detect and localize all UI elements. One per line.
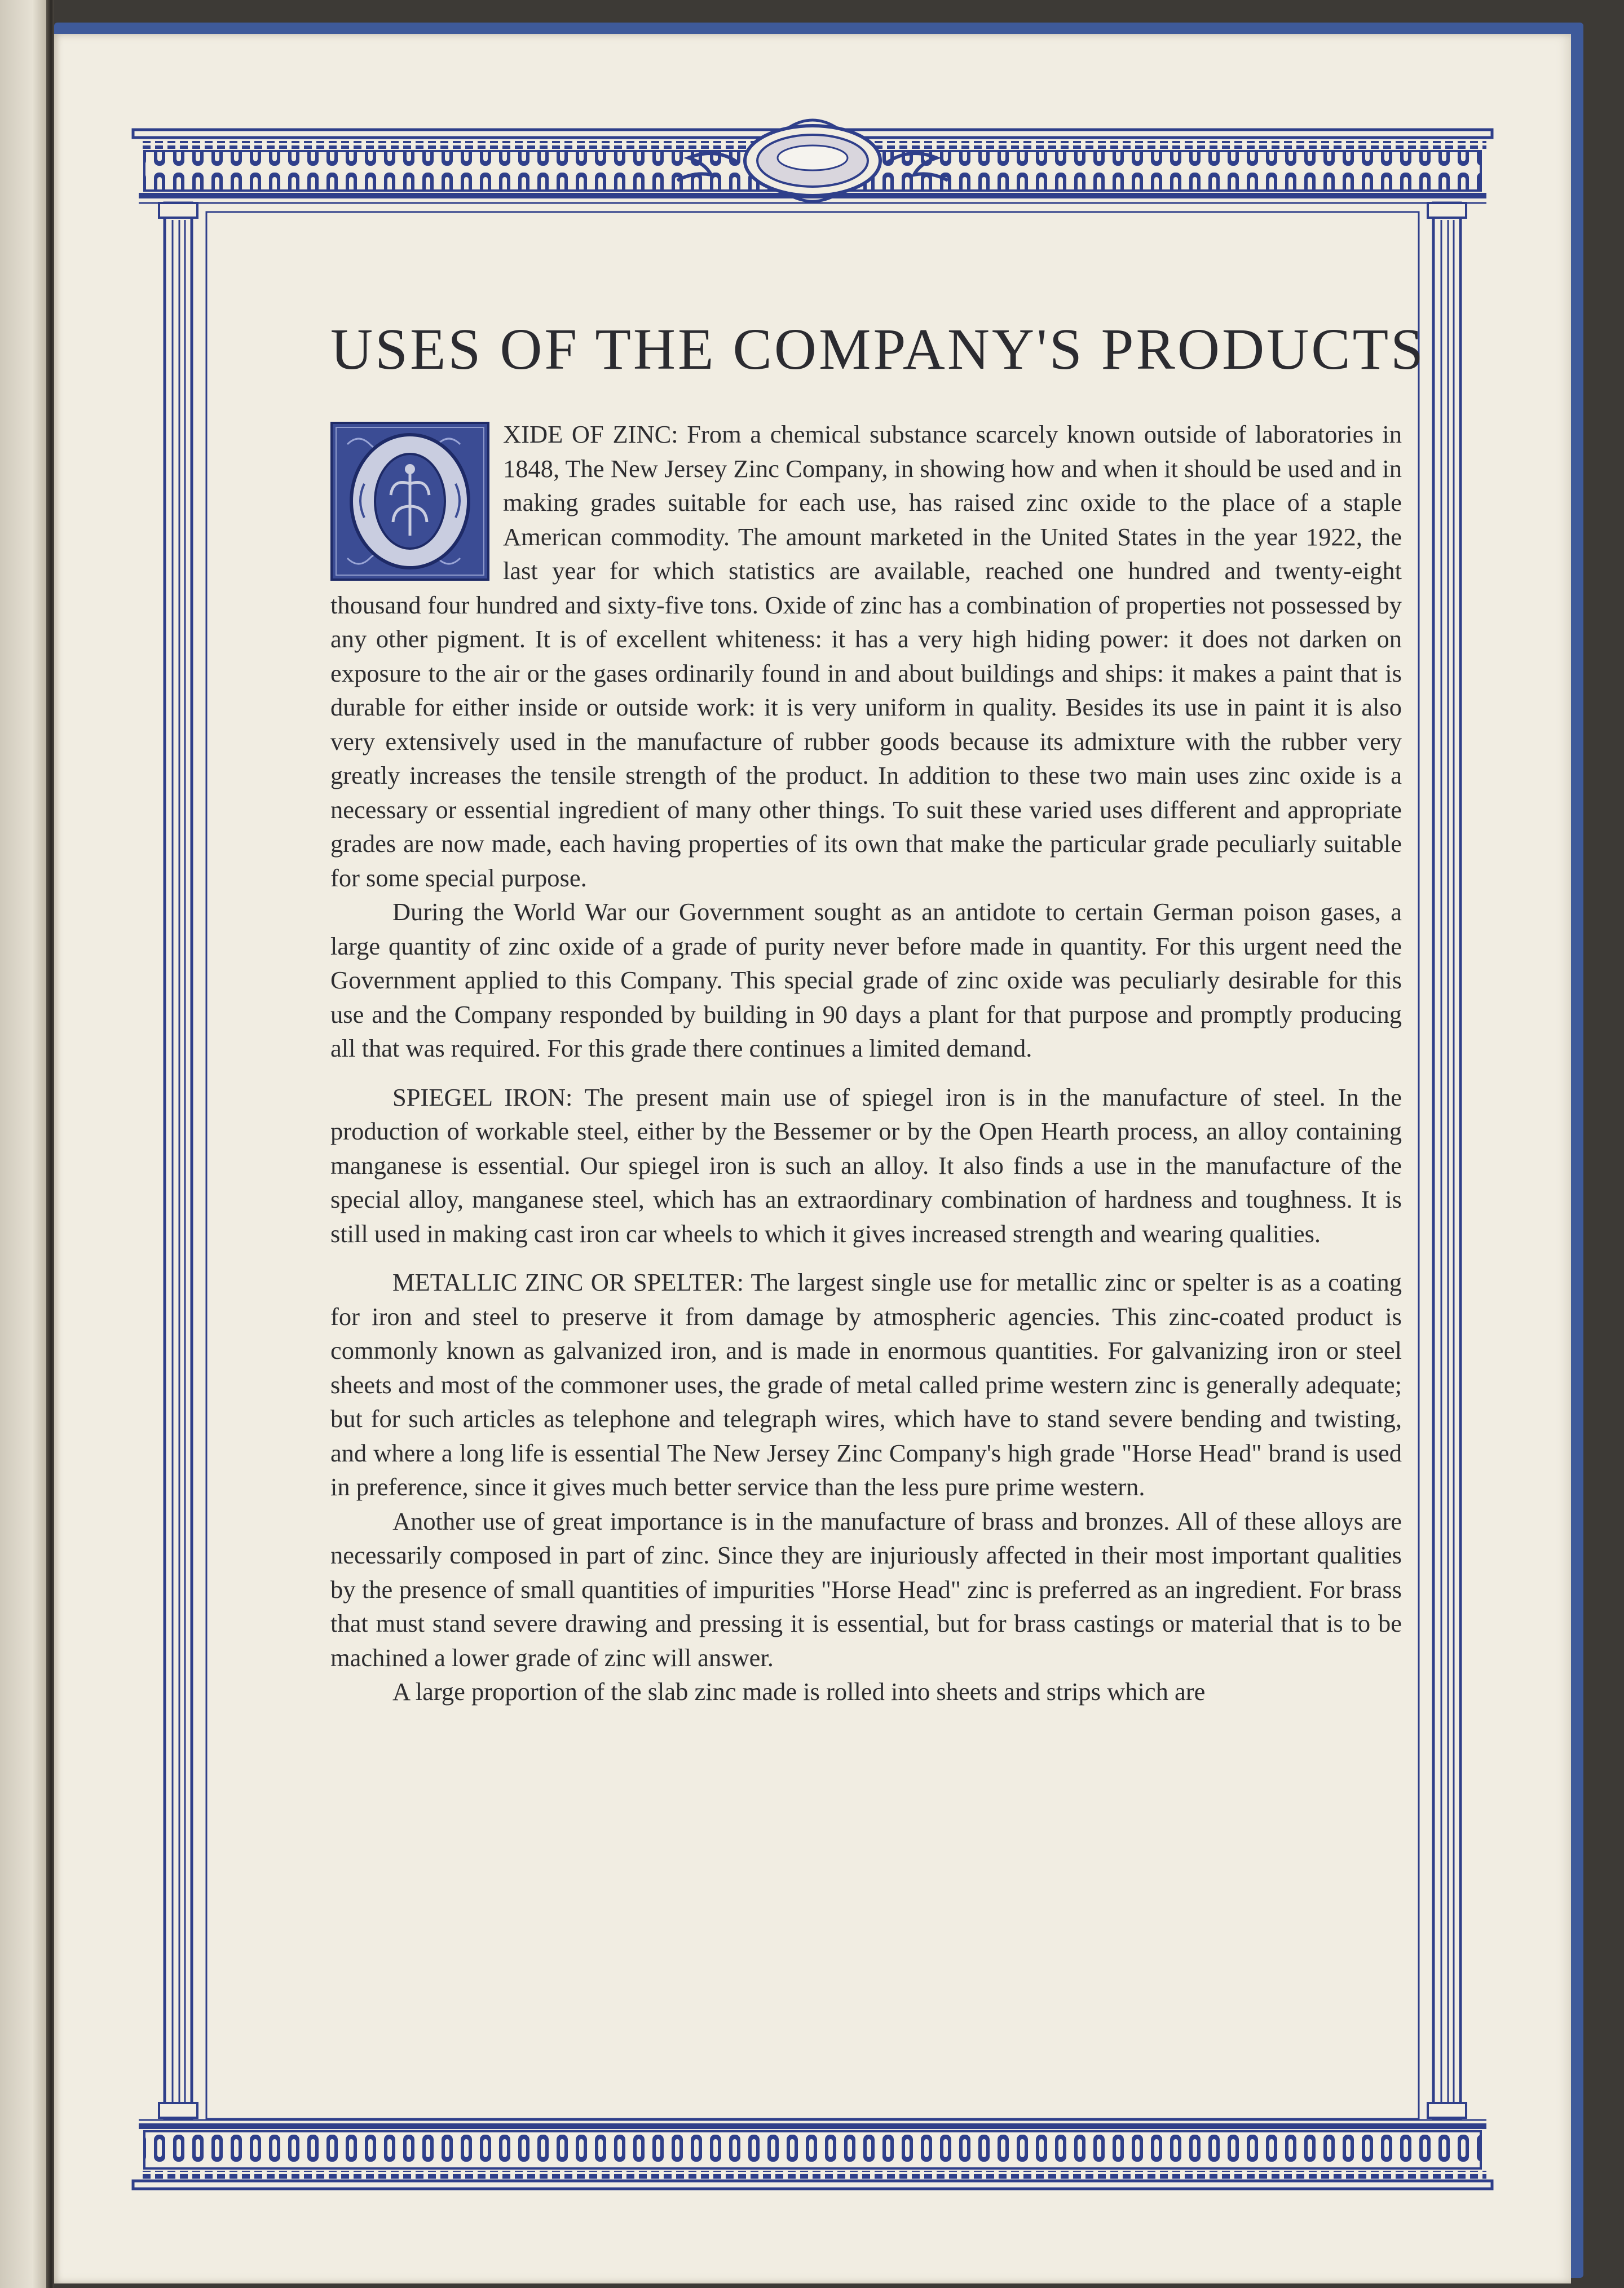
book-gutter: [46, 0, 54, 2288]
illuminated-initial: [330, 422, 489, 581]
ornamental-o-icon: [330, 422, 489, 581]
left-column: [159, 203, 197, 2118]
bottom-frieze: [133, 2120, 1492, 2189]
paragraph-slab-zinc: A large proportion of the slab zinc made is rolled into sheets and strips which are: [392, 1677, 1206, 1706]
paragraph-brass-bronzes: Another use of great importance is in the manufacture of brass and bronzes. All of these alloys are necessarily composed in part of zinc. Since they are injuriously affected in their most important qualities by the presence of small quantities of impurities "Horse Head" zinc is preferred as an ingredient. For brass that must stand severe drawing and pressing it is essential, but for brass castings or material that is to be machined a lower grade of zinc will answer.: [330, 1507, 1402, 1672]
paragraph-oxide-of-zinc: XIDE OF ZINC: From a chemical substance scarcely known outside of laboratories in 1848, The New Jersey Zinc Company, in showing how and when it should be used and in making grades suitable for each use, has raised zinc oxide to the place of a staple American commodity. The amount marketed in the United States in the year 1922, the last year for which statistics are available, reached one hundred and twenty-eight thousand four hundred and sixty-five tons. Oxide of zinc has a combination of properties not possessed by any other pigment. It is of excellent whiteness: it has a very high hiding power: it does not darken on exposure to the air or the gases ordinarily found in and about buildings and ships: it makes a paint that is durable for either inside or outside work: it is very uniform in quality. Besides its use in paint it is also very extensively used in the manufacture of rubber goods because its admixture with the rubber very greatly increases the tensile strength of the product. In addition to these two main uses zinc oxide is a necessary or essential ingredient of many other things. To suit these varied uses different and appropriate grades are now made, each having properties of its own that make the particular grade peculiarly suitable for some special purpose.: [330, 420, 1402, 892]
paragraph-world-war: During the World War our Government sought as an antidote to certain German poison gases, a large quantity of zinc oxide of a grade of purity never before made in quantity. For this urgent need the Government applied to this Company. This special grade of zinc oxide was peculiarly desirable for this use and the Company responded by building in 90 days a plant for that purpose and promptly producing all that was required. For this grade there continues a limited demand.: [330, 898, 1402, 1062]
book-page: [54, 34, 1571, 2283]
facing-page-edge: [0, 0, 46, 2288]
article-body: [330, 417, 1402, 1709]
text-panel: [330, 316, 1426, 1709]
paragraph-metallic-zinc: METALLIC ZINC OR SPELTER: The largest single use for metallic zinc or spelter is as a coating for iron and steel to preserve it from damage by atmospheric agencies. This zinc-coated product is commonly known as galvanized iron, and is made in enormous quantities. For galvanizing iron or steel sheets and most of the commoner uses, the grade of metal called prime western zinc is generally adequate; but for such articles as telephone and telegraph wires, which have to stand severe bending and twisting, and where a long life is essential The New Jersey Zinc Company's high grade "Horse Head" brand is used in preference, since it gives much better service than the less pure prime western.: [330, 1268, 1402, 1501]
right-column: [1428, 203, 1466, 2118]
page-title: USES OF THE COMPANY'S PRODUCTS: [330, 317, 1426, 382]
paragraph-spiegel-iron: SPIEGEL IRON: The present main use of spiegel iron is in the manufacture of steel. In the production of workable steel, either by the Bessemer or by the Open Hearth process, an alloy containing manganese is essential. Our spiegel iron is such an alloy. It also finds a use in the manufacture of the special alloy, manganese steel, which has an extraordinary combination of hardness and toughness. It is still used in making cast iron car wheels to which it gives increased strength and wearing qualities.: [330, 1083, 1402, 1248]
